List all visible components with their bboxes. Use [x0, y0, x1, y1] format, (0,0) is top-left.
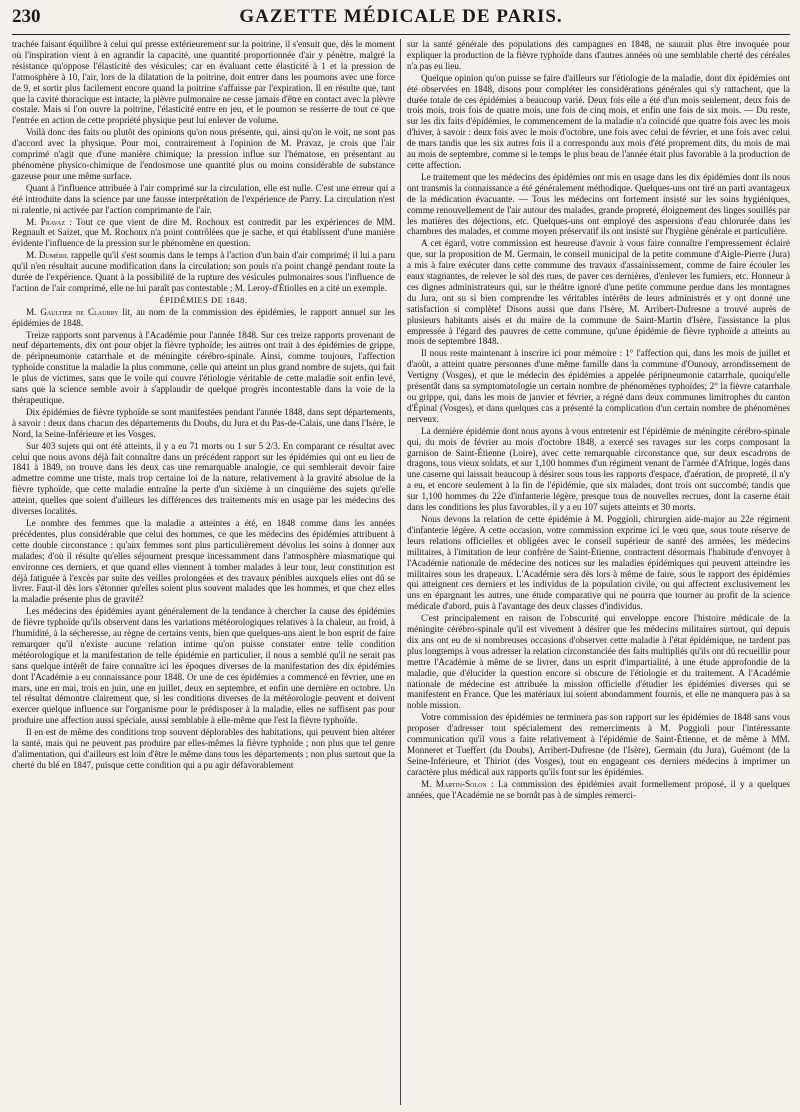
right-column: [400, 39, 790, 1105]
paragraph-text: : La commission des épidémies avait formellement proposé, il y a quelques années, que l'Académie ne se bornât pas à de simples remerci-: [407, 778, 790, 800]
journal-title: GAZETTE MÉDICALE DE PARIS.: [239, 6, 563, 27]
paragraph-text: lit, au nom de la commission des épidémies, le rapport annuel sur les épidémies de 1848.: [12, 306, 395, 328]
paragraph: Votre commission des épidémies ne terminera pas son rapport sur les épidémies de 1848 sans vous proposer d'adresser tout spécialement des remerciments à M. Poggioli pour l'intéressante communication qu'il vous a faite relativement à l'épidémie de Saint-Étienne, et de même à MM. Monneret et Tueffert (du Doubs), Arribert-Dufresne (de l'Isère), Germain (du Jura), Guémont (de la Seine-Inférieure, et Thiriot (des Vosges), tout en engageant ces derniers médecins à imprimer un caractère plus médical aux rapports qu'ils font sur les épidémies.: [407, 712, 790, 777]
paragraph: Le traitement que les médecins des épidémies ont mis en usage dans les dix épidémies dont ils nous ont transmis la connaissance a été généralement méthodique. Quelques-uns ont tiré un parti avantageux de la médication évacuante. — Tous les médecins ont fortement insisté sur les soins hygiéniques, comme renouvellement de l'air autour des malades, grande propreté, éloignement des linges souillés par les matières des déjections, etc. Quelques-uns ont employé des aspersions d'eau chlorurée dans les chambres des malades, et comme moyen préservatif ils ont insisté sur l'hygiène générale et particulière.: [407, 171, 790, 237]
paragraph: Il en est de même des conditions trop souvent déplorables des habitations, qui peuvent bien altérer la santé, mais qui ne peuvent pas produire par elles-mêmes la fièvre typhoïde ; non plus que tel genre d'alimentation, qui d'ailleurs est loin d'être le même dans tous les départements ; non plus surtout que la cherté du blé en 1847, puisque cette condition qui a pu agir défavorablement: [12, 727, 395, 770]
paragraph: [12, 217, 395, 250]
paragraph: Treize rapports sont parvenus à l'Académie pour l'année 1848. Sur ces treize rapports provenant de neuf départements, dix ont pour objet la fièvre typhoïde; les autres ont trait à des épidémies de grippe, de péripneumonie catarrhale et de méningite cérébro-spinale. Ainsi, comme toujours, l'affection typhoïde constitue la maladie la plus commune, celle qui atteint un plus grand nombre de sujets, qui fait le plus de victimes, sans que le voile qui couvre l'étiologie véritable de cette maladie soit enfin levé, sans que la science semble avoir à s'applaudir de quelque progrès incontestable dans la voie de la thérapeutique.: [12, 329, 395, 405]
paragraph: Le nombre des femmes que la maladie a atteintes a été, en 1848 comme dans les années précédentes, plus considérable que celui des hommes, ce que les médecins des épidémies attribuent à cette double circonstance : qu'aux femmes sont plus particulièrement dévolus les soins à donner aux malades; d'où il résulte qu'elles séjournent presque incessamment dans l'atmosphère miasmatique qui environne ces derniers, et que quand elles viennent à tomber malades à leur tour, leur constitution est déjà fatiguée à l'excès par suite des veilles prolongées et des travaux pénibles auxquels elles ont dû se livrer. Faut-il dès lors s'étonner qu'elles soient plus souvent malades que les hommes, et que chez elles la maladie présente plus de gravité?: [12, 517, 395, 605]
speaker-name: M. Duméril: [26, 250, 69, 261]
speaker-name: M. Gaultier de Claubry: [26, 306, 119, 317]
paragraph: [407, 779, 790, 801]
page-header: [12, 6, 790, 35]
text-columns: [12, 39, 790, 1105]
paragraph: [12, 250, 395, 294]
paragraph: Les médecins des épidémies ayant généralement de la tendance à chercher la cause des épidémies de fièvre typhoïde qu'ils observent dans les variations météorologiques relatives à la chaleur, au froid, à l'humidité, à la sécheresse, au règne de certains vents, bien que quelques-uns aient le bon esprit de faire remarquer qu'il n'existe aucune relation intime qu'on puisse constater entre telle condition météorologique et la manifestation de telle épidémie en particulier, il nous a semblé qu'il ne serait pas sans quelque intérêt de faire connaître ici les époques diverses de la manifestation des dix épidémies dont l'Académie a eu connaissance pour 1848. Or une de ces épidémies a commencé en février, une en mars, une en mai, trois en juin, une en juillet, deux en septembre, et enfin une dernière en octobre. Un tel résultat démontre clairement que, si les conditions diverses de la météorologie peuvent et doivent exercer quelque influence sur l'organisme pour le prédisposer à la maladie, elles ne suffisent pas pour produire une affection aussi spéciale, aussi semblable à elle-même que l'est la fièvre typhoïde.: [12, 606, 395, 726]
section-title: ÉPIDÉMIES DE 1848.: [159, 294, 248, 305]
page-number: 230: [12, 6, 41, 27]
paragraph-text: rappelle qu'il s'est soumis dans le temps à l'action d'un bain d'air comprimé; il lui a paru qu'il n'en résultait aucune modification dans la circulation; son pouls n'a point changé pendant toute la durée de l'expérience. Quant à la possibilité de la rupture des vésicules pulmonaires sous l'influence de l'action de l'air comprimé, elle ne lui paraît pas contestable ; M. Leroy-d'Étiolles en a cité un exemple.: [12, 250, 395, 293]
speaker-name: M. Martin-Solon: [421, 778, 487, 789]
paragraph: trachée faisant équilibre à celui qui presse extérieurement sur la poitrine, il s'ensuit que, dès le moment où l'inspiration vient à en agrandir la capacité, une quantité proportionnée d'air y pénètre, malgré la résistance qu'oppose l'élasticité des vésicules; car en évaluant cette élasticité à 1 et la pression de l'atmosphère à 10, l'air, lors de la dilatation de la poitrine, doit entrer dans les poumons avec une force de 9, et sortir plus facilement encore quand la poitrine s'affaisse par l'expiration. Il en résulte que, tant que la cavité thoracique est intacte, la plèvre pulmonaire ne cesse jamais d'être en contact avec la plèvre costale. Mais si l'on ouvre la poitrine, l'élasticité entre en jeu, et le poumon se resserre de tout ce que l'entrée en action de cette propriété physique peut lui enlever de volume.: [12, 39, 395, 126]
paragraph: Dix épidémies de fièvre typhoïde se sont manifestées pendant l'année 1848, dans sept départements, à savoir : deux dans chacun des départements du Doubs, du Jura et du Pas-de-Calais, une dans l'Isère, le Nord, la Seine-Inférieure et les Vosges.: [12, 406, 395, 439]
paragraph: Il nous reste maintenant à inscrire ici pour mémoire : 1° l'affection qui, dans les mois de juillet et d'août, a atteint quatre personnes d'une même famille dans la commune d'Ounouy, arrondissement de Vertigny (Vosges), et que le médecin des épidémies a appelée péripneumonie catarrhale, quoiqu'elle présentât dans sa symptomatologie un certain nombre de phénomènes typhoïdes; 2° la fièvre catarrhale ou grippe, qui, dans les mois de janvier et février, a régné dans deux communes limitrophes du canton d'Épinal (Vosges), et dans quelques cas a présenté la complication d'un certain nombre de phénomènes nerveux.: [407, 348, 790, 424]
paragraph: Nous devons la relation de cette épidémie à M. Poggioli, chirurgien aide-major au 22e régiment d'infanterie légère. A cette occasion, votre commission exprime ici le vœu que, sous toute réserve de leurs relations officielles et obligées avec le conseil supérieur de santé des armées, les médecins militaires, à l'imitation de leur confrère de Saint-Étienne, contractent désormais l'habitude d'envoyer à l'Académie nationale de médecine des notices sur les maladies épidémiques qui peuvent atteindre les militaires sous les drapeaux. L'Académie sera dès lors à même de faire, sous le rapport des épidémies qui atteignent ces derniers et les individus de la population civile, ou qui affectent exclusivement les uns en épargnant les autres, une étude comparative qui ne pourra que tourner au profit de la science médicale d'abord, puis à l'avantage des deux classes d'individus.: [407, 513, 790, 612]
paragraph-text: : Tout ce que vient de dire M. Rochoux est contredit par les expériences de MM. Regnault et Saizet, que M. Rochoux n'a point contrôlées que je sache, et qui établissent d'une manière évidente l'influence de la pression sur le phénomène en question.: [12, 216, 395, 249]
paragraph: A cet égard, votre commission est heureuse d'avoir à vous faire connaître l'empressement éclairé que, sur la proposition de M. Germain, le conseil municipal de la petite commune d'Aigle-Pierre (Jura) a mis à faire exécuter dans cette commune des travaux d'assainissement, comme de faire écouler les eaux stagnantes, de relever le sol des rues, de paver ces dernières, d'enlever les fumiers, etc. Honneur à ces dignes administrateurs qui, sur le théâtre ignoré d'une petite commune perdue dans les montagnes du Jura, ont su si bien comprendre les véritables intérêts de leurs administrés et y ont donné une satisfaction si complète! Disons aussi que dans l'Isère, M. Arribert-Dufresne a trouvé auprès de plusieurs habitants aisés et du maire de la commune de Saint-Martin d'Isère, l'assistance la plus empressée à l'égard des pauvres de cette commune, qu'une épidémie de fièvre typhoïde a atteints au mois de septembre 1848.: [407, 238, 790, 347]
paragraph: Quant à l'influence attribuée à l'air comprimé sur la circulation, elle est nulle. C'est une erreur qui a été introduite dans la science par une fausse interprétation de l'expérience de Parry. La circulation n'est ni ralentie, ni activée par l'action comprimante de l'air.: [12, 182, 395, 215]
paragraph: C'est principalement en raison de l'obscurité qui enveloppe encore l'histoire médicale de la méningite cérébro-spinale qu'il est vivement à désirer que les médecins militaires surtout, qui depuis dix ans ont eu de si nombreuses occasions d'observer cette maladie à l'état épidémique, ne tardent pas plus longtemps à vous adresser la relation circonstanciée des faits multipliés qu'ils ont dû recueillir pour mettre l'Académie à même de se livrer, dans un esprit d'impartialité, à une étude approfondie de la maladie, que d'élucider la question encore si obscure de l'étiologie et du traitement. A l'Académie nationale de médecine est attribuée la mission officielle d'étudier les épidémies diverses qui se manifestent en France. Que les matériaux lui soient abondamment fournis, et elle ne manquera pas à sa noble mission.: [407, 613, 790, 711]
paragraph: sur la santé générale des populations des campagnes en 1848, ne saurait plus être invoquée pour expliquer la production de la fièvre typhoïde dans d'autres années où une semblable cherté des céréales n'a pas eu lieu.: [407, 39, 790, 71]
left-column: [12, 39, 400, 1105]
speaker-name: M. Pravaz: [26, 216, 66, 227]
paragraph: [12, 307, 395, 329]
paragraph: Quelque opinion qu'on puisse se faire d'ailleurs sur l'étiologie de la maladie, dont dix épidémies ont été observées en 1848, disons pour compléter les considérations générales qui s'y rattachent, que la durée totale de ces épidémies a beaucoup varié. Deux fois elle a été d'un mois seulement, deux fois de trois mois, trois fois de quatre mois, une fois de cinq mois, et enfin une fois de six mois. — Du reste, sur les dix faits d'épidémies, le commencement de la maladie n'a coïncidé que quatre fois avec les mois d'hiver, à savoir : deux fois avec le mois d'octobre, une fois avec celui de février, et une fois avec celui de mars tandis que les six autres fois il a correspondu aux mois d'été proprement dits, du mois de mai au mois de septembre, comme si le temps le plus beau de l'année était plus favorable à la production de cette affection.: [407, 72, 790, 170]
paragraph: La dernière épidémie dont nous ayons à vous entretenir est l'épidémie de méningite cérébro-spinale qui, du mois de février au mois d'octobre 1848, a exercé ses ravages sur les corps composant la garnison de Saint-Étienne (Loire), avec cette remarquable circonstance que, sur deux escadrons de dragons, tous vieux soldats, et sur 1,100 hommes d'un régiment venant de l'armée d'Afrique, logés dans une caserne qui laissait beaucoup à désirer sous tous les rapports d'espace, d'aération, de propreté, il n'y a eu, et encore seulement à la fin de l'épidémie, que six malades, dont trois ont succombé; tandis que sur 1,100 hommes du 22e d'infanterie légère, presque tous de nouvelles recrues, dont la caserne était dans les conditions les plus favorables, il y a eu 107 sujets atteints et 30 morts.: [407, 425, 790, 513]
paragraph: Voilà donc des faits ou plutôt des opinions qu'on nous présente, qui, ainsi qu'on le voit, ne sont pas d'accord avec la physique. Pour moi, contrairement à l'opinion de M. Pravaz, je crois que l'air comprimé n'agit que d'une manière chimique; la pression influe sur l'hématose, en présentant au phénomène physico-chimique de l'endosmose une quantité plus ou moins considérable de substance gazeuse pour une même surface.: [12, 127, 395, 181]
paragraph: Sur 403 sujets qui ont été atteints, il y a eu 71 morts ou 1 sur 5 2/3. En comparant ce résultat avec celui que nous avons déjà fait connaître dans un précédent rapport sur les épidémies qui ont eu lieu de 1841 à 1849, on trouve dans les deux cas une remarquable analogie, ce qui semblerait devoir faire admettre comme une triste, mais trop certaine loi de la nature, relativement à la gravité absolue de la fièvre typhoïde, que cette maladie entraîne la perte d'un sixième à un cinquième des sujets qu'elle atteint, quelles que soient d'ailleurs les différences des traitements mis en usage par les médecins des diverses localités.: [12, 440, 395, 517]
